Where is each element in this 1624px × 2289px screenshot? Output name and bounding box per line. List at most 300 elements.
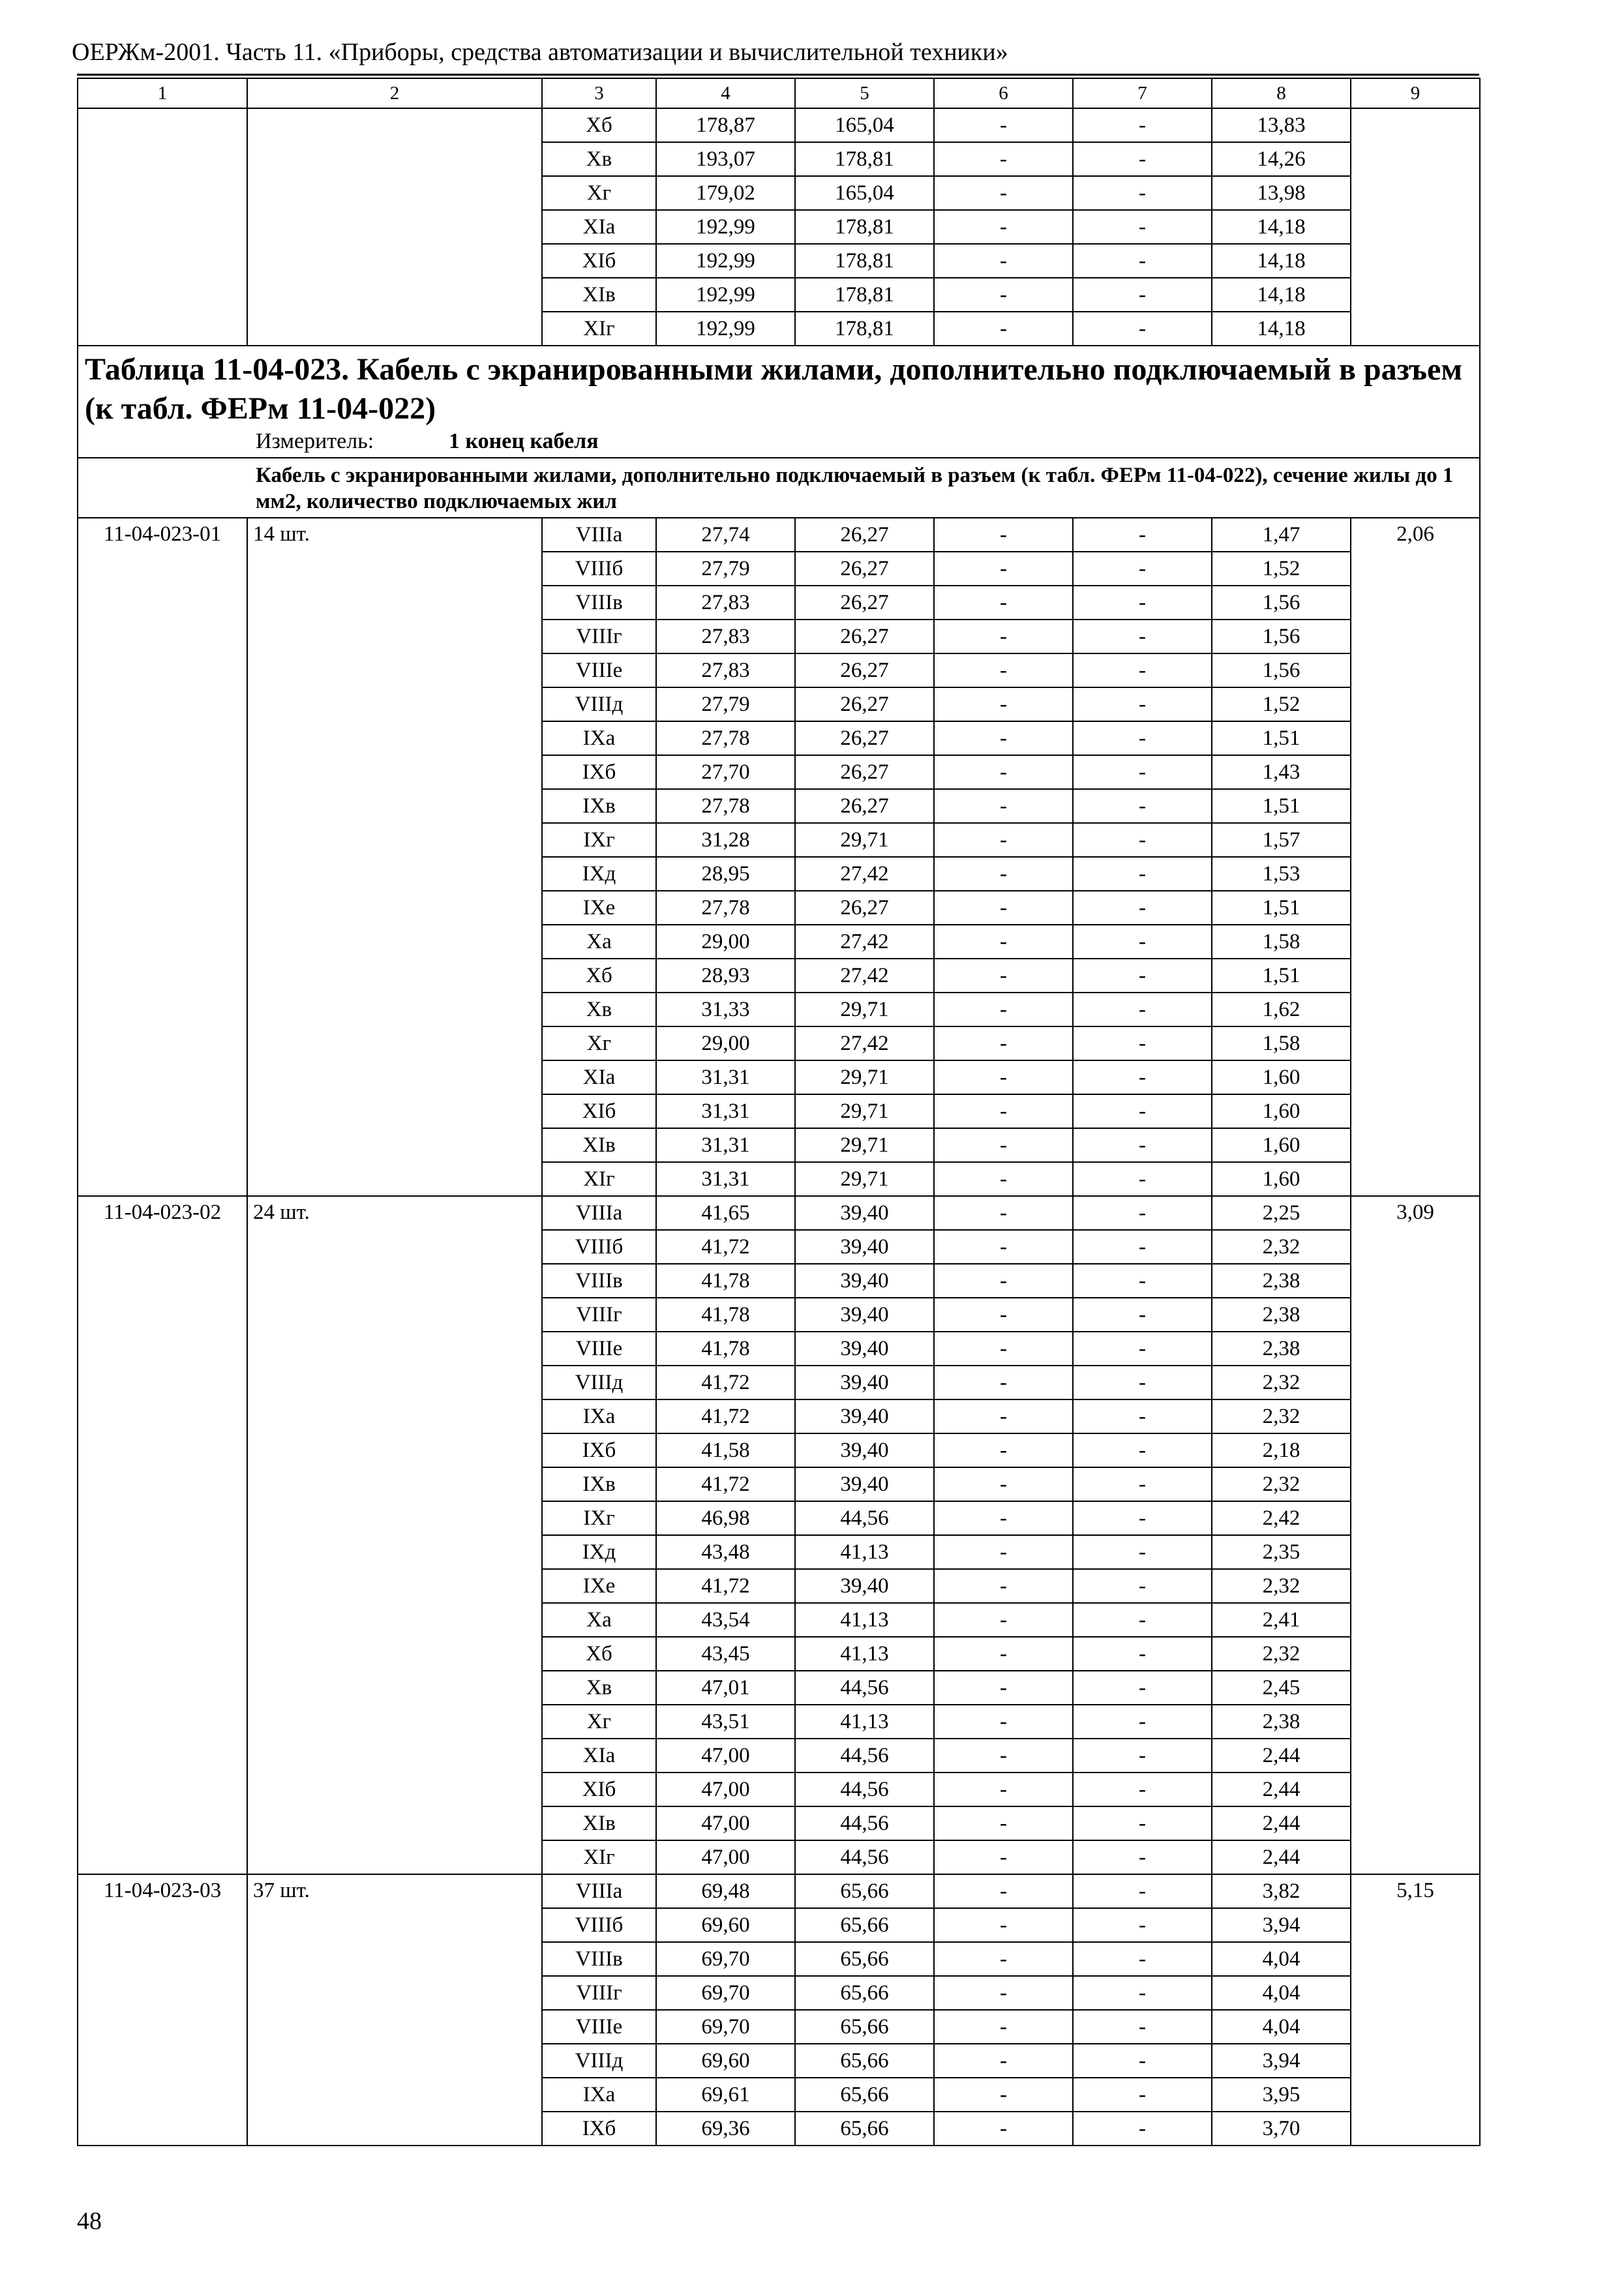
cell-col-8: 1,56 [1212, 586, 1351, 620]
cell-col-7: - [1073, 1060, 1212, 1094]
cell-col-4: 192,99 [656, 210, 795, 244]
cell-col-5: 39,40 [795, 1230, 934, 1264]
cell-col-5: 29,71 [795, 1162, 934, 1196]
cell-col-6: - [934, 1637, 1073, 1671]
cell-col-4: 69,36 [656, 2112, 795, 2146]
cell-col-6: - [934, 1671, 1073, 1705]
cell-col-3: XIв [542, 278, 656, 312]
cell-col-8: 1,52 [1212, 687, 1351, 721]
cell-col-7: - [1073, 552, 1212, 586]
cell-col-3: IXа [542, 1399, 656, 1433]
meter-value: 1 конец кабеля [449, 429, 599, 453]
cell-col-6: - [934, 1026, 1073, 1060]
cell-col-8: 4,04 [1212, 1976, 1351, 2010]
cell-col-5: 178,81 [795, 142, 934, 176]
cell-col-8: 3,95 [1212, 2078, 1351, 2112]
cell-col-6: - [934, 1705, 1073, 1739]
cell-col-4: 31,31 [656, 1060, 795, 1094]
cell-col-3: VIIIб [542, 1908, 656, 1942]
cell-col-7: - [1073, 2078, 1212, 2112]
cell-col-5: 65,66 [795, 1908, 934, 1942]
cell-col-8: 3,94 [1212, 2044, 1351, 2078]
cell-col-4: 43,54 [656, 1603, 795, 1637]
cell-col-7: - [1073, 857, 1212, 891]
cell-col-3: IXа [542, 2078, 656, 2112]
cell-col-6: - [934, 1569, 1073, 1603]
cell-col-4: 41,72 [656, 1399, 795, 1433]
cell-col-4: 28,95 [656, 857, 795, 891]
cell-col-9 [1351, 108, 1480, 346]
cell-col-4: 69,48 [656, 1874, 795, 1908]
cell-col-9: 3,09 [1351, 1196, 1480, 1874]
cell-col-5: 39,40 [795, 1569, 934, 1603]
cell-col-5: 65,66 [795, 1874, 934, 1908]
cell-col-6: - [934, 586, 1073, 620]
cell-col-5: 27,42 [795, 925, 934, 959]
cell-col-6: - [934, 2044, 1073, 2078]
rate-quantity: 24 шт. [247, 1196, 542, 1874]
cell-col-5: 26,27 [795, 891, 934, 925]
cell-col-7: - [1073, 1942, 1212, 1976]
cell-col-3: XIг [542, 1162, 656, 1196]
cell-col-4: 47,00 [656, 1739, 795, 1773]
cell-col-4: 31,31 [656, 1128, 795, 1162]
cell-col-4: 27,79 [656, 552, 795, 586]
table-row [78, 518, 1480, 552]
cell-col-5: 29,71 [795, 1128, 934, 1162]
cell-col-8: 2,38 [1212, 1298, 1351, 1332]
cell-col-3: Xв [542, 142, 656, 176]
cell-col-7: - [1073, 823, 1212, 857]
meter-label: Измеритель: [256, 429, 374, 453]
cell-col-3: VIIIд [542, 687, 656, 721]
cell-col-4: 29,00 [656, 1026, 795, 1060]
cell-col-8: 2,32 [1212, 1366, 1351, 1399]
cell-col-3: Xб [542, 108, 656, 142]
cell-col-5: 178,81 [795, 312, 934, 346]
cell-col-8: 2,18 [1212, 1433, 1351, 1467]
cell-col-9: 2,06 [1351, 518, 1480, 1196]
cell-col-6: - [934, 1264, 1073, 1298]
cell-col-8: 13,98 [1212, 176, 1351, 210]
cell-col-8: 2,32 [1212, 1230, 1351, 1264]
cell-col-4: 46,98 [656, 1501, 795, 1535]
cell-col-7: - [1073, 244, 1212, 278]
cell-col-7: - [1073, 993, 1212, 1026]
cell-col-5: 65,66 [795, 1976, 934, 2010]
cell-col-5: 39,40 [795, 1264, 934, 1298]
cell-col-7: - [1073, 1603, 1212, 1637]
cell-col-5: 26,27 [795, 755, 934, 789]
cell-col-7: - [1073, 1501, 1212, 1535]
table-title-cell [78, 346, 1480, 458]
cell-col-4: 47,00 [656, 1840, 795, 1874]
cell-col-5: 165,04 [795, 176, 934, 210]
cell-col-8: 1,51 [1212, 891, 1351, 925]
cell-col-4: 31,31 [656, 1094, 795, 1128]
cell-col-3: Xг [542, 1026, 656, 1060]
cell-col-6: - [934, 1298, 1073, 1332]
cell-col-8: 1,51 [1212, 721, 1351, 755]
cell-col-4: 27,83 [656, 653, 795, 687]
cell-col-8: 2,44 [1212, 1773, 1351, 1806]
cell-col-3: VIIIа [542, 518, 656, 552]
cell-col-6: - [934, 1332, 1073, 1366]
cell-col-7: - [1073, 518, 1212, 552]
cell-col-3: IXа [542, 721, 656, 755]
cell-col-6: - [934, 1840, 1073, 1874]
cell-col-7: - [1073, 891, 1212, 925]
cell-col-4: 69,70 [656, 1976, 795, 2010]
cell-col-8: 2,42 [1212, 1501, 1351, 1535]
column-number-row [78, 78, 1480, 108]
cell-col-7: - [1073, 210, 1212, 244]
cell-col-7: - [1073, 1467, 1212, 1501]
cell-col-7: - [1073, 1094, 1212, 1128]
cell-col-7: - [1073, 1671, 1212, 1705]
cell-col-4: 192,99 [656, 244, 795, 278]
cell-col-6: - [934, 142, 1073, 176]
cell-col-8: 2,32 [1212, 1569, 1351, 1603]
cell-col-5: 178,81 [795, 244, 934, 278]
rate-quantity: 14 шт. [247, 518, 542, 1196]
cell-col-3: XIб [542, 1773, 656, 1806]
cell-col-5: 41,13 [795, 1535, 934, 1569]
cell-col-3: VIIIв [542, 1942, 656, 1976]
cell-col-6: - [934, 925, 1073, 959]
cell-col-4: 27,83 [656, 620, 795, 653]
cell-col-3: VIIIа [542, 1874, 656, 1908]
cell-col-5: 65,66 [795, 2078, 934, 2112]
cell-col-5: 27,42 [795, 857, 934, 891]
column-number-2: 2 [247, 78, 542, 108]
column-number-7: 7 [1073, 78, 1212, 108]
cell-col-8: 2,44 [1212, 1739, 1351, 1773]
cell-col-6: - [934, 1976, 1073, 2010]
cell-col-7: - [1073, 278, 1212, 312]
cell-col-4: 179,02 [656, 176, 795, 210]
cell-col-3: IXе [542, 1569, 656, 1603]
cell-col-5: 178,81 [795, 278, 934, 312]
cell-col-6: - [934, 210, 1073, 244]
cell-col-8: 14,18 [1212, 312, 1351, 346]
cell-col-6: - [934, 789, 1073, 823]
cell-col-5: 26,27 [795, 789, 934, 823]
cell-col-8: 1,57 [1212, 823, 1351, 857]
cell-col-3: VIIIб [542, 1230, 656, 1264]
column-number-4: 4 [656, 78, 795, 108]
rate-code: 11-04-023-02 [78, 1196, 247, 1874]
cell-col-8: 1,56 [1212, 620, 1351, 653]
cell-col-7: - [1073, 1874, 1212, 1908]
cell-col-5: 39,40 [795, 1433, 934, 1467]
cell-col-5: 44,56 [795, 1773, 934, 1806]
cell-col-7: - [1073, 2044, 1212, 2078]
cell-col-4: 41,65 [656, 1196, 795, 1230]
cell-col-6: - [934, 959, 1073, 993]
cell-col-7: - [1073, 586, 1212, 620]
cell-col-3: VIIIг [542, 1976, 656, 2010]
cell-col-5: 29,71 [795, 993, 934, 1026]
cell-col-3: XIв [542, 1806, 656, 1840]
cell-col-8: 4,04 [1212, 1942, 1351, 1976]
cell-col-3: XIв [542, 1128, 656, 1162]
rate-code: 11-04-023-03 [78, 1874, 247, 2146]
cell-col-3: VIIIе [542, 2010, 656, 2044]
cell-col-7: - [1073, 721, 1212, 755]
cell-col-6: - [934, 176, 1073, 210]
cell-col-4: 41,72 [656, 1366, 795, 1399]
cell-col-8: 14,18 [1212, 278, 1351, 312]
header-rule [77, 74, 1479, 76]
cell-col-6: - [934, 2078, 1073, 2112]
cell-col-7: - [1073, 789, 1212, 823]
cell-col-4: 27,79 [656, 687, 795, 721]
cell-col-4: 27,78 [656, 891, 795, 925]
cell-col-5: 41,13 [795, 1705, 934, 1739]
cell-col-3: VIIIа [542, 1196, 656, 1230]
cell-col-6: - [934, 1162, 1073, 1196]
cell-col-7: - [1073, 108, 1212, 142]
cell-col-8: 2,32 [1212, 1637, 1351, 1671]
cell-col-4: 41,72 [656, 1230, 795, 1264]
cell-col-4: 43,48 [656, 1535, 795, 1569]
cell-col-8: 2,38 [1212, 1332, 1351, 1366]
cell-col-4: 27,78 [656, 721, 795, 755]
cell-col-4: 43,45 [656, 1637, 795, 1671]
cell-col-7: - [1073, 1535, 1212, 1569]
cell-col-5: 44,56 [795, 1739, 934, 1773]
cell-col-5: 29,71 [795, 823, 934, 857]
cell-col-4: 41,78 [656, 1298, 795, 1332]
cell-col-6: - [934, 653, 1073, 687]
cell-col-6: - [934, 687, 1073, 721]
cell-col-3: IXе [542, 891, 656, 925]
cell-col-7: - [1073, 1908, 1212, 1942]
cell-col-7: - [1073, 1128, 1212, 1162]
cell-col-3: Xб [542, 959, 656, 993]
cell-col-9: 5,15 [1351, 1874, 1480, 2146]
cell-col-8: 1,51 [1212, 959, 1351, 993]
cell-col-3: Xа [542, 925, 656, 959]
cell-col-6: - [934, 891, 1073, 925]
cell-col-5: 26,27 [795, 518, 934, 552]
cell-col-4: 47,00 [656, 1773, 795, 1806]
cell-col-7: - [1073, 2010, 1212, 2044]
table-row [78, 1196, 1480, 1230]
cell-col-8: 1,47 [1212, 518, 1351, 552]
cell-col-8: 2,44 [1212, 1806, 1351, 1840]
cell-col-8: 1,60 [1212, 1060, 1351, 1094]
cell-col-5: 41,13 [795, 1637, 934, 1671]
cell-col-6: - [934, 1806, 1073, 1840]
cell-col-5: 44,56 [795, 1671, 934, 1705]
column-number-3: 3 [542, 78, 656, 108]
cell-col-7: - [1073, 176, 1212, 210]
cell-col-4: 27,70 [656, 755, 795, 789]
cell-col-7: - [1073, 1399, 1212, 1433]
cell-col-8: 14,18 [1212, 244, 1351, 278]
cell-col-7: - [1073, 1332, 1212, 1366]
cell-col-6: - [934, 1094, 1073, 1128]
page-header: ОЕРЖм-2001. Часть 11. «Приборы, средства автоматизации и вычислительной техники» [72, 38, 1008, 66]
cell-col-7: - [1073, 687, 1212, 721]
cell-col-3: VIIIд [542, 2044, 656, 2078]
cell-col-3: Xа [542, 1603, 656, 1637]
cell-col-3: VIIIе [542, 653, 656, 687]
cell-col-4: 41,78 [656, 1264, 795, 1298]
cell-col-4: 178,87 [656, 108, 795, 142]
cell-col-3: IXб [542, 1433, 656, 1467]
cell-col-6: - [934, 1908, 1073, 1942]
cell-col-4: 31,31 [656, 1162, 795, 1196]
description-row [78, 458, 1480, 518]
cell-col-5: 29,71 [795, 1094, 934, 1128]
cell-col-1 [78, 108, 247, 346]
cell-col-5: 27,42 [795, 959, 934, 993]
cell-col-4: 47,00 [656, 1806, 795, 1840]
cell-col-5: 39,40 [795, 1332, 934, 1366]
cell-col-5: 44,56 [795, 1806, 934, 1840]
cell-col-4: 193,07 [656, 142, 795, 176]
cell-col-5: 29,71 [795, 1060, 934, 1094]
cell-col-7: - [1073, 1976, 1212, 2010]
cell-col-5: 26,27 [795, 721, 934, 755]
cell-col-5: 26,27 [795, 552, 934, 586]
cell-col-4: 41,78 [656, 1332, 795, 1366]
cell-col-5: 26,27 [795, 586, 934, 620]
cell-col-4: 31,33 [656, 993, 795, 1026]
cell-col-6: - [934, 755, 1073, 789]
cell-col-5: 27,42 [795, 1026, 934, 1060]
cell-col-4: 27,83 [656, 586, 795, 620]
cell-col-8: 3,94 [1212, 1908, 1351, 1942]
cell-col-2 [247, 108, 542, 346]
cell-col-6: - [934, 1128, 1073, 1162]
cell-col-6: - [934, 1942, 1073, 1976]
cell-col-3: IXг [542, 823, 656, 857]
cell-col-5: 26,27 [795, 653, 934, 687]
cell-col-3: VIIIе [542, 1332, 656, 1366]
cell-col-8: 14,18 [1212, 210, 1351, 244]
cell-col-8: 2,41 [1212, 1603, 1351, 1637]
cell-col-5: 178,81 [795, 210, 934, 244]
cell-col-3: VIIIг [542, 620, 656, 653]
cell-col-7: - [1073, 1569, 1212, 1603]
cell-col-8: 1,56 [1212, 653, 1351, 687]
cell-col-7: - [1073, 1773, 1212, 1806]
cell-col-3: IXв [542, 789, 656, 823]
cell-col-7: - [1073, 1264, 1212, 1298]
cell-col-5: 44,56 [795, 1501, 934, 1535]
cell-col-7: - [1073, 653, 1212, 687]
cell-col-5: 39,40 [795, 1366, 934, 1399]
cell-col-3: IXд [542, 1535, 656, 1569]
cell-col-7: - [1073, 142, 1212, 176]
cell-col-6: - [934, 2112, 1073, 2146]
cell-col-7: - [1073, 1298, 1212, 1332]
cell-col-3: IXб [542, 755, 656, 789]
cell-col-8: 1,60 [1212, 1162, 1351, 1196]
cell-col-8: 3,82 [1212, 1874, 1351, 1908]
cell-col-7: - [1073, 925, 1212, 959]
cell-col-3: XIг [542, 1840, 656, 1874]
cell-col-5: 65,66 [795, 2010, 934, 2044]
cell-col-7: - [1073, 1637, 1212, 1671]
column-number-9: 9 [1351, 78, 1480, 108]
cell-col-3: VIIIв [542, 586, 656, 620]
cell-col-6: - [934, 1773, 1073, 1806]
cell-col-4: 28,93 [656, 959, 795, 993]
cell-col-8: 2,44 [1212, 1840, 1351, 1874]
cell-col-6: - [934, 1060, 1073, 1094]
cell-col-4: 69,61 [656, 2078, 795, 2112]
cell-col-7: - [1073, 1739, 1212, 1773]
cell-col-8: 13,83 [1212, 108, 1351, 142]
cell-col-7: - [1073, 620, 1212, 653]
cell-col-7: - [1073, 312, 1212, 346]
cell-col-7: - [1073, 1162, 1212, 1196]
column-number-5: 5 [795, 78, 934, 108]
cell-col-8: 1,62 [1212, 993, 1351, 1026]
column-number-1: 1 [78, 78, 247, 108]
cell-col-6: - [934, 1399, 1073, 1433]
cell-col-4: 43,51 [656, 1705, 795, 1739]
cell-col-3: Xб [542, 1637, 656, 1671]
cell-col-6: - [934, 518, 1073, 552]
cell-col-6: - [934, 1433, 1073, 1467]
cell-col-5: 44,56 [795, 1840, 934, 1874]
cell-col-3: VIIIг [542, 1298, 656, 1332]
cell-col-8: 2,45 [1212, 1671, 1351, 1705]
cell-col-8: 1,58 [1212, 1026, 1351, 1060]
description-text: Кабель с экранированными жилами, дополнительно подключаемый в разъем (к табл. ФЕРм 11-04-022), сечение жилы до 1 мм2, количество подключаемых жил [256, 464, 1454, 513]
cell-col-5: 65,66 [795, 2044, 934, 2078]
cell-col-7: - [1073, 1196, 1212, 1230]
cell-col-6: - [934, 312, 1073, 346]
cell-col-8: 2,25 [1212, 1196, 1351, 1230]
column-number-6: 6 [934, 78, 1073, 108]
cell-col-4: 47,01 [656, 1671, 795, 1705]
rates-table [77, 78, 1481, 2146]
cell-col-6: - [934, 993, 1073, 1026]
cell-col-4: 41,72 [656, 1569, 795, 1603]
cell-col-6: - [934, 1230, 1073, 1264]
cell-col-6: - [934, 721, 1073, 755]
cell-col-4: 27,78 [656, 789, 795, 823]
cell-col-5: 65,66 [795, 1942, 934, 1976]
rate-code: 11-04-023-01 [78, 518, 247, 1196]
cell-col-8: 1,58 [1212, 925, 1351, 959]
cell-col-7: - [1073, 1366, 1212, 1399]
cell-col-4: 69,70 [656, 2010, 795, 2044]
cell-col-8: 1,52 [1212, 552, 1351, 586]
table-row [78, 108, 1480, 142]
cell-col-3: Xг [542, 1705, 656, 1739]
cell-col-3: XIа [542, 1060, 656, 1094]
cell-col-6: - [934, 1739, 1073, 1773]
cell-col-3: VIIIб [542, 552, 656, 586]
cell-col-6: - [934, 1535, 1073, 1569]
cell-col-5: 39,40 [795, 1298, 934, 1332]
cell-col-6: - [934, 244, 1073, 278]
cell-col-4: 29,00 [656, 925, 795, 959]
cell-col-4: 41,58 [656, 1433, 795, 1467]
cell-col-5: 26,27 [795, 620, 934, 653]
cell-col-5: 39,40 [795, 1196, 934, 1230]
cell-col-4: 31,28 [656, 823, 795, 857]
column-number-8: 8 [1212, 78, 1351, 108]
